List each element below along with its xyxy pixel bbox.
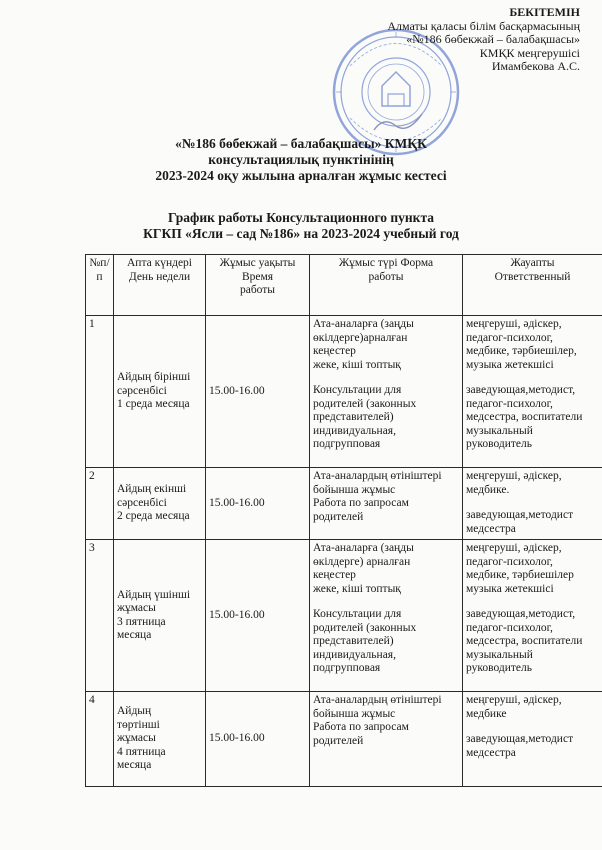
- approval-block: [320, 6, 580, 74]
- cell-line: родителей: [313, 734, 364, 747]
- cell-line: 2 среда месяца: [117, 510, 190, 523]
- approval-line: Имамбекова А.С.: [491, 59, 580, 73]
- row-day: [114, 468, 206, 540]
- cell-line: жұмасы: [117, 732, 156, 745]
- cell-line: кеңестер: [313, 345, 356, 357]
- cell-line: Айдың үшінші: [117, 588, 191, 601]
- cell-line: Айдың екінші: [117, 483, 187, 496]
- cell-line: медбике.: [466, 483, 510, 496]
- cell-line: меңгеруші, әдіскер,: [466, 318, 562, 330]
- cell-line: медбике, тәрбиешілер,: [466, 345, 577, 357]
- approval-line: Алматы қаласы білім басқармасының: [387, 18, 580, 33]
- cell-line: педагог-психолог,: [466, 555, 553, 568]
- row-form: [310, 540, 463, 692]
- cell-line: представителей): [313, 635, 394, 647]
- approval-line: «№186 бөбекжай – балабақшасы»: [406, 32, 580, 46]
- row-number: 3: [86, 540, 114, 692]
- row-day: [114, 692, 206, 787]
- cell-line: меңгеруші, әдіскер,: [466, 542, 562, 554]
- row-responsible: [463, 540, 602, 692]
- header-time: Жұмыс уақыты Время работы: [206, 255, 310, 316]
- cell-line: месяца: [117, 759, 152, 772]
- cell-line: родителей (законных: [313, 397, 417, 410]
- cell-line: Айдың: [117, 705, 152, 718]
- cell-line: Работа по запросам: [313, 497, 409, 509]
- cell-line: сәрсенбісі: [117, 496, 167, 509]
- table-header-row: [86, 255, 602, 316]
- cell-line: медсестра: [466, 522, 516, 535]
- cell-line: медсестра, воспитатели: [466, 635, 583, 647]
- cell-line: заведующая,методист: [466, 733, 574, 745]
- cell-line: заведующая,методист,: [466, 608, 576, 620]
- cell-line: меңгеруші, әдіскер,: [466, 694, 562, 706]
- cell-line: Ата-аналардың өтініштері: [313, 470, 442, 482]
- cell-line: Работа по запросам: [313, 721, 409, 733]
- cell-line: медбике, тәрбиешілер: [466, 569, 574, 581]
- cell-line: руководитель: [466, 662, 532, 674]
- cell-line: музыкальный: [466, 648, 533, 661]
- cell-line: өкілдерге)арналған: [313, 331, 408, 344]
- row-responsible: [463, 468, 602, 540]
- cell-line: сәрсенбісі: [117, 384, 167, 397]
- cell-line: бойынша жұмыс: [313, 483, 396, 496]
- row-number: 4: [86, 692, 114, 787]
- title-line: График работы Консультационного пункта: [168, 210, 434, 225]
- approval-heading: БЕКІТЕМІН: [509, 5, 580, 19]
- title-line: 2023-2024 оқу жылына арналған жұмыс кестесі: [155, 168, 447, 183]
- cell-line: өкілдерге) арналған: [313, 555, 411, 568]
- cell-line: педагог-психолог,: [466, 621, 553, 634]
- cell-line: Ата-аналарға (заңды: [313, 318, 414, 330]
- cell-line: подгрупповая: [313, 662, 381, 674]
- cell-line: меңгеруші, әдіскер,: [466, 470, 562, 482]
- row-time: 15.00-16.00: [206, 468, 310, 540]
- cell-line: Ата-аналарға (заңды: [313, 542, 414, 554]
- document-title-ru: [0, 210, 602, 242]
- cell-line: 4 пятница: [117, 745, 166, 758]
- row-day: [114, 316, 206, 468]
- row-number: 2: [86, 468, 114, 540]
- title-line: консультациялық пунктінінің: [208, 152, 394, 167]
- row-form: [310, 468, 463, 540]
- cell-line: заведующая,методист: [466, 509, 574, 521]
- table-row: [86, 540, 602, 692]
- row-time: 15.00-16.00: [206, 316, 310, 468]
- cell-line: представителей): [313, 411, 394, 423]
- cell-line: жұмасы: [117, 602, 156, 614]
- table-row: [86, 692, 602, 787]
- row-day: [114, 540, 206, 692]
- cell-line: медсестра: [466, 746, 516, 759]
- cell-line: индивидуальная,: [313, 648, 396, 661]
- cell-line: медсестра, воспитатели: [466, 411, 583, 423]
- cell-line: бойынша жұмыс: [313, 707, 396, 720]
- cell-line: кеңестер: [313, 569, 356, 581]
- row-responsible: [463, 316, 602, 468]
- cell-line: родителей: [313, 510, 364, 523]
- header-responsible: Жауапты Ответственный: [463, 255, 602, 316]
- schedule-table: [85, 254, 602, 787]
- header-day: Апта күндері День недели: [114, 255, 206, 316]
- title-line: КГКП «Ясли – сад №186» на 2023-2024 учебный год: [143, 226, 459, 241]
- cell-line: музыка жетекшісі: [466, 358, 554, 371]
- table-row: [86, 316, 602, 468]
- approval-line: КМҚК меңгерушісі: [479, 45, 580, 60]
- cell-line: Айдың бірінші: [117, 371, 191, 384]
- header-number: №п/ п: [86, 255, 114, 316]
- row-time: 15.00-16.00: [206, 692, 310, 787]
- cell-line: музыка жетекшісі: [466, 582, 554, 595]
- cell-line: подгрупповая: [313, 438, 381, 450]
- cell-line: Ата-аналардың өтініштері: [313, 694, 442, 706]
- cell-line: Консультации для: [313, 384, 402, 396]
- cell-line: төртінші: [117, 718, 160, 731]
- document-title-kz: [0, 136, 602, 184]
- row-time: 15.00-16.00: [206, 540, 310, 692]
- cell-line: заведующая,методист,: [466, 384, 576, 396]
- cell-line: 1 среда месяца: [117, 398, 190, 411]
- row-responsible: [463, 692, 602, 787]
- cell-line: жеке, кіші топтық: [313, 358, 401, 371]
- cell-line: месяца: [117, 629, 152, 641]
- row-form: [310, 316, 463, 468]
- cell-line: педагог-психолог,: [466, 397, 553, 410]
- cell-line: педагог-психолог,: [466, 331, 553, 344]
- cell-line: руководитель: [466, 438, 532, 450]
- cell-line: 3 пятница: [117, 615, 166, 628]
- cell-line: медбике: [466, 707, 507, 720]
- cell-line: музыкальный: [466, 424, 533, 437]
- row-number: 1: [86, 316, 114, 468]
- header-form: Жұмыс түрі Форма работы: [310, 255, 463, 316]
- cell-line: родителей (законных: [313, 621, 417, 634]
- row-form: [310, 692, 463, 787]
- table-row: [86, 468, 602, 540]
- cell-line: жеке, кіші топтық: [313, 582, 401, 595]
- title-line: «№186 бөбекжай – балабақшасы» КМҚК: [175, 136, 427, 151]
- cell-line: индивидуальная,: [313, 424, 396, 437]
- cell-line: Консультации для: [313, 608, 402, 620]
